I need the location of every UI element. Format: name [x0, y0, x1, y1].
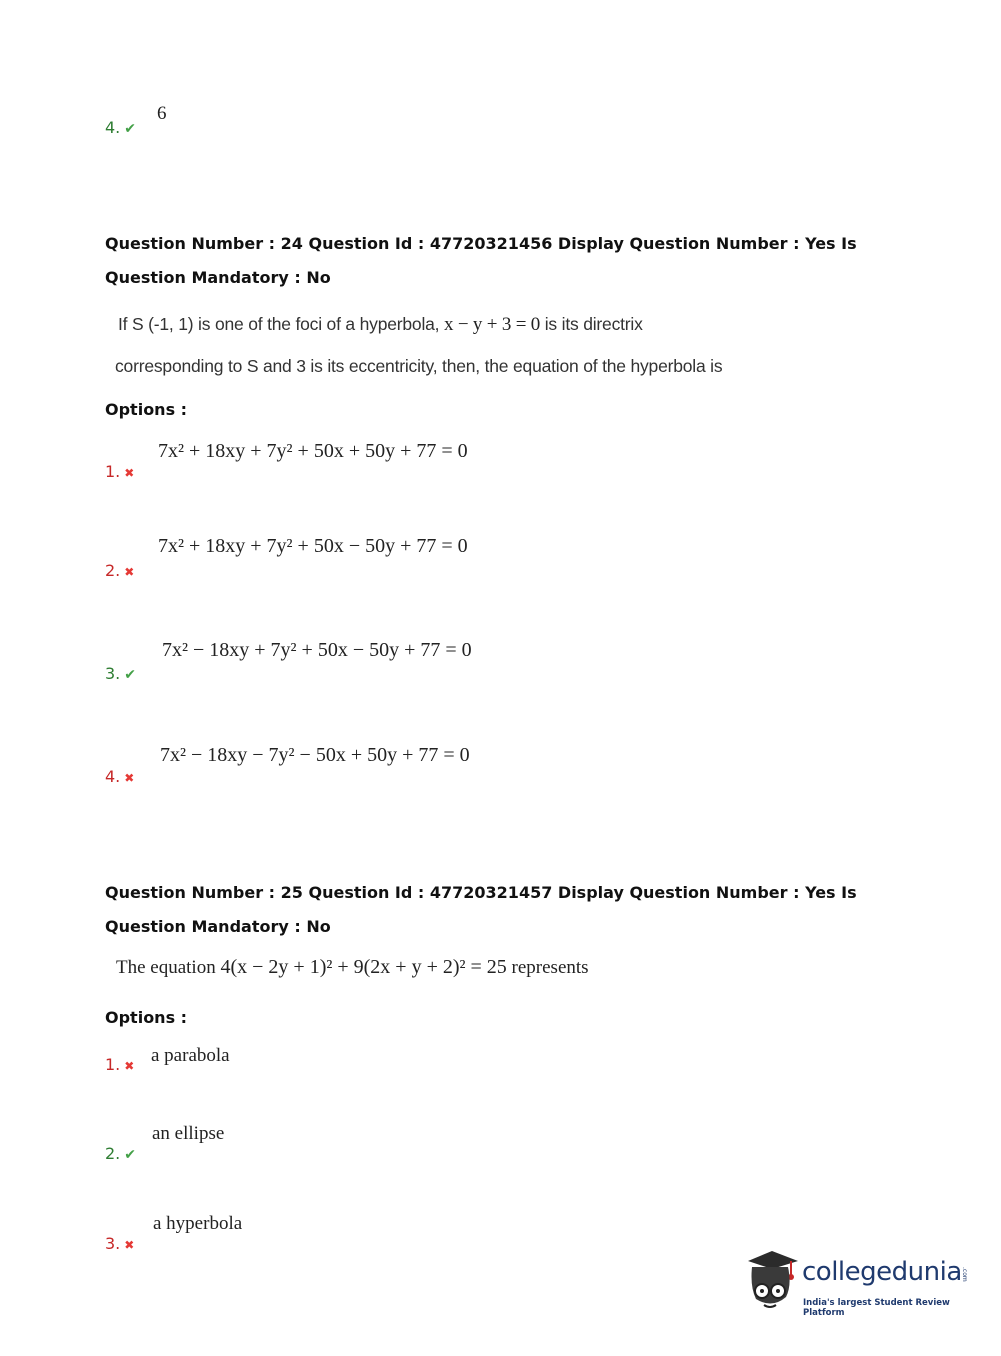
check-icon: ✔ — [124, 121, 136, 137]
cross-icon: ✖ — [124, 1238, 135, 1252]
q25-option-1-number: 1. ✖ — [105, 1055, 135, 1074]
q24-option-3-text: 7x² − 18xy + 7y² + 50x − 50y + 77 = 0 — [162, 639, 472, 661]
q25-option-1-text: a parabola — [151, 1045, 230, 1066]
q24-option-2-text: 7x² + 18xy + 7y² + 50x − 50y + 77 = 0 — [158, 535, 468, 557]
check-icon: ✔ — [124, 1147, 136, 1163]
brand-name: collegedunia — [802, 1257, 962, 1287]
cross-icon: ✖ — [124, 1059, 135, 1073]
cross-icon: ✖ — [124, 565, 135, 579]
question-24-header: Question Number : 24 Question Id : 47720321456 Display Question Number : Yes Is Question Mandatory : No — [105, 234, 857, 287]
collegedunia-logo — [742, 1247, 972, 1319]
prev-option-number: 4. ✔ — [105, 118, 136, 137]
question-24-stem-line1: If S (-1, 1) is one of the foci of a hyperbola, x − y + 3 = 0 is its directrix — [118, 314, 643, 335]
check-icon: ✔ — [124, 667, 136, 683]
mascot-icon — [742, 1247, 802, 1319]
q25-option-2-number: 2. ✔ — [105, 1144, 136, 1163]
brand-suffix: .com — [961, 1267, 968, 1282]
cross-icon: ✖ — [124, 771, 135, 785]
q25-option-3-number: 3. ✖ — [105, 1234, 135, 1253]
prev-option-text: 6 — [157, 103, 167, 124]
cross-icon: ✖ — [124, 466, 135, 480]
q24-option-4-text: 7x² − 18xy − 7y² − 50x + 50y + 77 = 0 — [160, 744, 470, 766]
q25-option-2-text: an ellipse — [152, 1123, 225, 1144]
q24-option-1-number: 1. ✖ — [105, 462, 135, 481]
question-25-stem: The equation 4(x − 2y + 1)² + 9(2x + y + 2)² = 25 represents — [116, 956, 589, 978]
q25-option-3-text: a hyperbola — [153, 1213, 243, 1234]
question-24-stem-line2: corresponding to S and 3 is its eccentricity, then, the equation of the hyperbola is — [115, 356, 723, 376]
question-24-options-label: Options : — [105, 400, 188, 419]
q24-option-3-number: 3. ✔ — [105, 664, 136, 683]
q24-option-2-number: 2. ✖ — [105, 561, 135, 580]
q24-option-1-text: 7x² + 18xy + 7y² + 50x + 50y + 77 = 0 — [158, 440, 468, 462]
q24-option-4-number: 4. ✖ — [105, 767, 135, 786]
question-25-header: Question Number : 25 Question Id : 47720321457 Display Question Number : Yes Is Question Mandatory : No — [105, 883, 857, 936]
question-25-options-label: Options : — [105, 1008, 188, 1027]
brand-tagline: India's largest Student Review Platform — [803, 1298, 950, 1318]
